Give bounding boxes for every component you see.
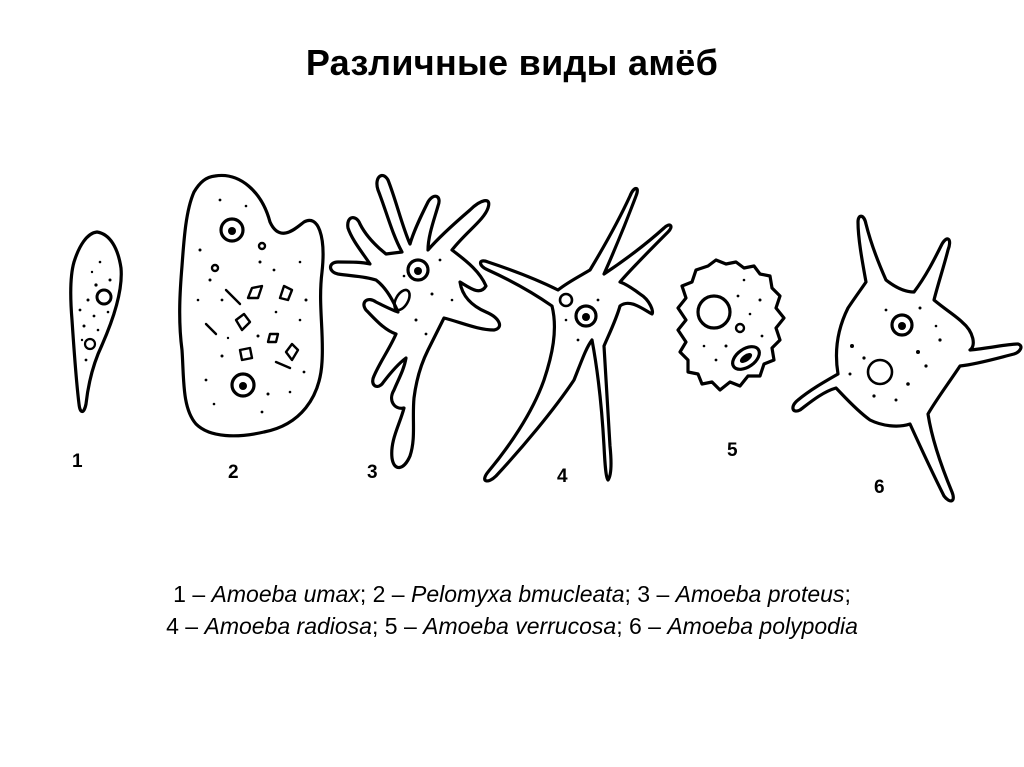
slide-title: Различные виды амёб	[305, 42, 719, 83]
caption-number: 3 –	[637, 581, 676, 607]
species-name: Amoeba proteus	[675, 581, 845, 607]
species-caption	[0, 578, 1024, 642]
amoeba-2-drawing	[180, 175, 323, 435]
amoeba-5-drawing	[678, 260, 784, 390]
figure-number-6: 6	[874, 477, 885, 498]
caption-number: 6 –	[628, 613, 668, 639]
caption-line-2	[0, 610, 1024, 642]
caption-line-1	[0, 578, 1024, 610]
figure-number-5: 5	[727, 440, 738, 461]
caption-separator: ;	[616, 613, 629, 639]
amoeba-3-drawing	[331, 175, 500, 467]
species-name: Pelomyxa bmucleata	[411, 581, 625, 607]
caption-number: 1 –	[173, 581, 212, 607]
figure-number-4: 4	[557, 466, 568, 487]
species-name: Amoeba umax	[211, 581, 360, 607]
figure-number-1: 1	[72, 451, 83, 472]
caption-number: 2 –	[372, 581, 411, 607]
caption-separator: ;	[359, 581, 373, 607]
amoeba-4-drawing	[481, 189, 671, 481]
species-name: Amoeba polypodia	[667, 613, 858, 639]
amoeba-1-drawing	[71, 232, 122, 412]
caption-separator: ;	[624, 581, 638, 607]
caption-number: 4 –	[166, 613, 205, 639]
caption-separator: ;	[371, 613, 385, 639]
species-name: Amoeba radiosa	[204, 613, 372, 639]
figure-number-3: 3	[367, 462, 378, 483]
species-name: Amoeba verrucosa	[423, 613, 617, 639]
amoeba-6-drawing	[793, 216, 1021, 501]
caption-separator: ;	[844, 581, 851, 607]
caption-number: 5 –	[384, 613, 424, 639]
figure-number-2: 2	[228, 462, 239, 483]
